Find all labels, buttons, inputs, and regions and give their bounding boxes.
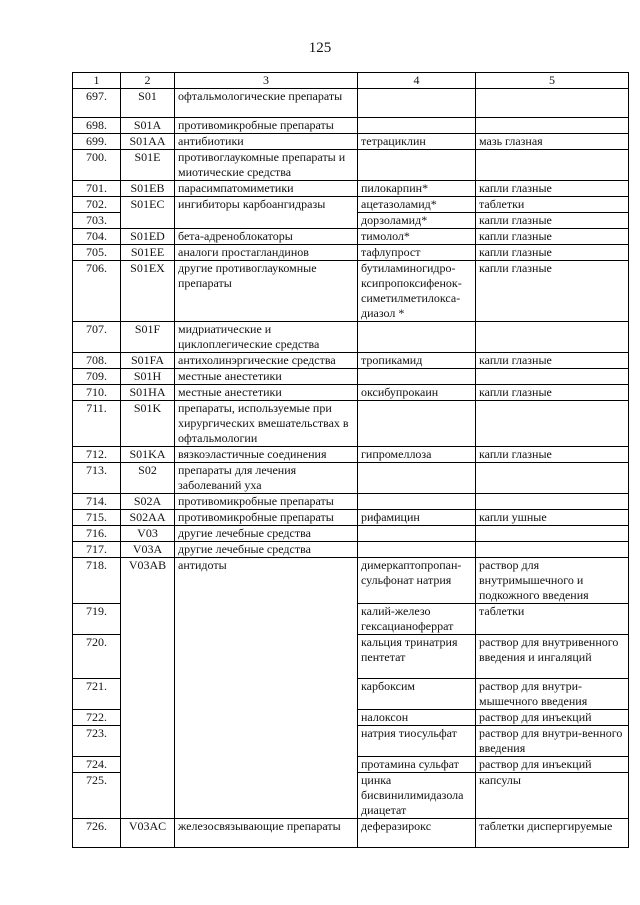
row-number-cell: 722. xyxy=(73,710,121,726)
dosage-form-cell: таблетки xyxy=(476,197,629,213)
dosage-form-cell: капли глазные xyxy=(476,181,629,197)
atc-code-cell: S01EX xyxy=(121,261,175,322)
group-name-cell: аналоги простагландинов xyxy=(175,245,358,261)
row-number-cell: 726. xyxy=(73,819,121,848)
row-number-cell: 703. xyxy=(73,213,121,229)
atc-code-cell xyxy=(121,726,175,757)
atc-code-cell: S01F xyxy=(121,322,175,353)
drug-name-cell xyxy=(358,369,476,385)
atc-code-cell: S01AA xyxy=(121,134,175,150)
atc-code-cell: V03AC xyxy=(121,819,175,848)
atc-code-cell xyxy=(121,213,175,229)
table-row xyxy=(73,369,629,385)
atc-code-cell: S01E xyxy=(121,150,175,181)
drug-name-cell: натрия тиосульфат xyxy=(358,726,476,757)
atc-code-cell: S02A xyxy=(121,494,175,510)
group-name-cell xyxy=(175,773,358,819)
row-number-cell: 717. xyxy=(73,542,121,558)
drug-name-cell: налоксон xyxy=(358,710,476,726)
dosage-form-cell xyxy=(476,118,629,134)
row-number-cell: 725. xyxy=(73,773,121,819)
row-number-cell: 711. xyxy=(73,401,121,447)
atc-code-cell: S01A xyxy=(121,118,175,134)
header-row xyxy=(73,73,629,89)
group-name-cell xyxy=(175,635,358,679)
row-number-cell: 718. xyxy=(73,558,121,604)
row-number-cell: 701. xyxy=(73,181,121,197)
drug-name-cell xyxy=(358,89,476,118)
dosage-form-cell xyxy=(476,89,629,118)
header-cell: 5 xyxy=(476,73,629,89)
atc-code-cell: S01FA xyxy=(121,353,175,369)
table-row xyxy=(73,447,629,463)
header-cell: 4 xyxy=(358,73,476,89)
table-row xyxy=(73,181,629,197)
drug-name-cell xyxy=(358,401,476,447)
dosage-form-cell: мазь глазная xyxy=(476,134,629,150)
page-number: 125 xyxy=(308,40,332,56)
row-number-cell: 707. xyxy=(73,322,121,353)
dosage-form-cell xyxy=(476,401,629,447)
atc-code-cell xyxy=(121,679,175,710)
group-name-cell: другие противоглаукомные препараты xyxy=(175,261,358,322)
row-number-cell: 721. xyxy=(73,679,121,710)
dosage-form-cell: раствор для инъекций xyxy=(476,757,629,773)
atc-code-cell: S01 xyxy=(121,89,175,118)
dosage-form-cell: капли глазные xyxy=(476,229,629,245)
medicine-table xyxy=(72,72,629,848)
row-number-cell: 719. xyxy=(73,604,121,635)
dosage-form-cell: капли глазные xyxy=(476,261,629,322)
table-row xyxy=(73,635,629,679)
atc-code-cell xyxy=(121,635,175,679)
drug-name-cell: пилокарпин* xyxy=(358,181,476,197)
dosage-form-cell xyxy=(476,369,629,385)
drug-name-cell: оксибупрокаин xyxy=(358,385,476,401)
drug-name-cell: тафлупрост xyxy=(358,245,476,261)
dosage-form-cell xyxy=(476,526,629,542)
row-number-cell: 724. xyxy=(73,757,121,773)
row-number-cell: 704. xyxy=(73,229,121,245)
drug-name-cell xyxy=(358,542,476,558)
drug-name-cell: деферазирокс xyxy=(358,819,476,848)
atc-code-cell: S01EE xyxy=(121,245,175,261)
header-cell: 1 xyxy=(73,73,121,89)
row-number-cell: 699. xyxy=(73,134,121,150)
table-row xyxy=(73,89,629,118)
dosage-form-cell: капли глазные xyxy=(476,245,629,261)
group-name-cell: вязкоэластичные соединения xyxy=(175,447,358,463)
group-name-cell: другие лечебные средства xyxy=(175,526,358,542)
table-row xyxy=(73,710,629,726)
dosage-form-cell xyxy=(476,150,629,181)
group-name-cell: бета-адреноблокаторы xyxy=(175,229,358,245)
table-row xyxy=(73,322,629,353)
table-row xyxy=(73,229,629,245)
drug-name-cell: кальция тринатрия пентетат xyxy=(358,635,476,679)
dosage-form-cell: раствор для внутримышечного и подкожного введения xyxy=(476,558,629,604)
group-name-cell: ингибиторы карбоангидразы xyxy=(175,197,358,213)
table-row xyxy=(73,604,629,635)
atc-code-cell: S01KA xyxy=(121,447,175,463)
group-name-cell: парасимпатомиметики xyxy=(175,181,358,197)
row-number-cell: 720. xyxy=(73,635,121,679)
drug-name-cell: димеркаптопропан-сульфонат натрия xyxy=(358,558,476,604)
atc-code-cell xyxy=(121,604,175,635)
dosage-form-cell: раствор для внутри-венного введения xyxy=(476,726,629,757)
drug-name-cell xyxy=(358,463,476,494)
atc-code-cell: S01H xyxy=(121,369,175,385)
table-row xyxy=(73,353,629,369)
group-name-cell: антибиотики xyxy=(175,134,358,150)
dosage-form-cell: капли глазные xyxy=(476,353,629,369)
group-name-cell: противоглаукомные препараты и миотические средства xyxy=(175,150,358,181)
table-row xyxy=(73,510,629,526)
row-number-cell: 712. xyxy=(73,447,121,463)
atc-code-cell: V03 xyxy=(121,526,175,542)
atc-code-cell: V03A xyxy=(121,542,175,558)
dosage-form-cell: капли глазные xyxy=(476,447,629,463)
table-row xyxy=(73,773,629,819)
row-number-cell: 705. xyxy=(73,245,121,261)
atc-code-cell xyxy=(121,757,175,773)
row-number-cell: 706. xyxy=(73,261,121,322)
dosage-form-cell xyxy=(476,494,629,510)
row-number-cell: 697. xyxy=(73,89,121,118)
group-name-cell xyxy=(175,710,358,726)
row-number-cell: 715. xyxy=(73,510,121,526)
table-row xyxy=(73,385,629,401)
table-row xyxy=(73,819,629,848)
row-number-cell: 713. xyxy=(73,463,121,494)
group-name-cell: противомикробные препараты xyxy=(175,118,358,134)
row-number-cell: 702. xyxy=(73,197,121,213)
drug-name-cell: протамина сульфат xyxy=(358,757,476,773)
group-name-cell: противомикробные препараты xyxy=(175,510,358,526)
group-name-cell: препараты для лечения заболеваний уха xyxy=(175,463,358,494)
dosage-form-cell: капсулы xyxy=(476,773,629,819)
drug-name-cell xyxy=(358,494,476,510)
dosage-form-cell: капли глазные xyxy=(476,385,629,401)
dosage-form-cell: таблетки xyxy=(476,604,629,635)
atc-code-cell: S01EB xyxy=(121,181,175,197)
row-number-cell: 698. xyxy=(73,118,121,134)
row-number-cell: 700. xyxy=(73,150,121,181)
atc-code-cell: V03AB xyxy=(121,558,175,604)
drug-name-cell: калий-железо гексацианоферрат xyxy=(358,604,476,635)
header-cell: 3 xyxy=(175,73,358,89)
table-row xyxy=(73,150,629,181)
group-name-cell: препараты, используемые при хирургических вмешательствах в офтальмологии xyxy=(175,401,358,447)
group-name-cell xyxy=(175,604,358,635)
table-row xyxy=(73,526,629,542)
group-name-cell xyxy=(175,679,358,710)
atc-code-cell: S01EC xyxy=(121,197,175,213)
dosage-form-cell: капли ушные xyxy=(476,510,629,526)
group-name-cell xyxy=(175,757,358,773)
table-row xyxy=(73,542,629,558)
dosage-form-cell xyxy=(476,322,629,353)
drug-name-cell: тетрациклин xyxy=(358,134,476,150)
atc-code-cell: S01K xyxy=(121,401,175,447)
group-name-cell: противомикробные препараты xyxy=(175,494,358,510)
drug-name-cell xyxy=(358,526,476,542)
drug-name-cell: рифамицин xyxy=(358,510,476,526)
drug-name-cell: карбоксим xyxy=(358,679,476,710)
atc-code-cell: S01ED xyxy=(121,229,175,245)
atc-code-cell xyxy=(121,773,175,819)
row-number-cell: 710. xyxy=(73,385,121,401)
drug-name-cell: гипромеллоза xyxy=(358,447,476,463)
drug-name-cell: цинка бисвинилимидазола диацетат xyxy=(358,773,476,819)
dosage-form-cell: раствор для инъекций xyxy=(476,710,629,726)
atc-code-cell: S02AA xyxy=(121,510,175,526)
group-name-cell: офтальмологические препараты xyxy=(175,89,358,118)
table-row xyxy=(73,463,629,494)
drug-name-cell xyxy=(358,118,476,134)
dosage-form-cell: раствор для внутри-мышечного введения xyxy=(476,679,629,710)
table-row xyxy=(73,726,629,757)
group-name-cell: другие лечебные средства xyxy=(175,542,358,558)
table-row xyxy=(73,213,629,229)
drug-name-cell: бутиламиногидро-ксипропоксифенок-симетилметилокса-диазол * xyxy=(358,261,476,322)
table-row xyxy=(73,134,629,150)
table-row xyxy=(73,245,629,261)
drug-name-cell: тропикамид xyxy=(358,353,476,369)
atc-code-cell: S01HA xyxy=(121,385,175,401)
table-row xyxy=(73,118,629,134)
drug-name-cell: дорзоламид* xyxy=(358,213,476,229)
table-row xyxy=(73,757,629,773)
atc-code-cell: S02 xyxy=(121,463,175,494)
row-number-cell: 708. xyxy=(73,353,121,369)
group-name-cell: железосвязывающие препараты xyxy=(175,819,358,848)
table-row xyxy=(73,679,629,710)
row-number-cell: 723. xyxy=(73,726,121,757)
group-name-cell: мидриатические и циклоплегические средства xyxy=(175,322,358,353)
drug-name-cell xyxy=(358,150,476,181)
table-row xyxy=(73,558,629,604)
group-name-cell: местные анестетики xyxy=(175,385,358,401)
group-name-cell: антидоты xyxy=(175,558,358,604)
row-number-cell: 709. xyxy=(73,369,121,385)
header-cell: 2 xyxy=(121,73,175,89)
group-name-cell xyxy=(175,213,358,229)
group-name-cell: местные анестетики xyxy=(175,369,358,385)
drug-name-cell: ацетазоламид* xyxy=(358,197,476,213)
dosage-form-cell xyxy=(476,463,629,494)
drug-name-cell: тимолол* xyxy=(358,229,476,245)
row-number-cell: 716. xyxy=(73,526,121,542)
atc-code-cell xyxy=(121,710,175,726)
table-row xyxy=(73,401,629,447)
dosage-form-cell: капли глазные xyxy=(476,213,629,229)
dosage-form-cell: таблетки диспергируемые xyxy=(476,819,629,848)
table-row xyxy=(73,494,629,510)
group-name-cell: антихолинэргические средства xyxy=(175,353,358,369)
group-name-cell xyxy=(175,726,358,757)
table-row xyxy=(73,261,629,322)
dosage-form-cell xyxy=(476,542,629,558)
drug-name-cell xyxy=(358,322,476,353)
table-row xyxy=(73,197,629,213)
dosage-form-cell: раствор для внутривенного введения и ингаляций xyxy=(476,635,629,679)
row-number-cell: 714. xyxy=(73,494,121,510)
